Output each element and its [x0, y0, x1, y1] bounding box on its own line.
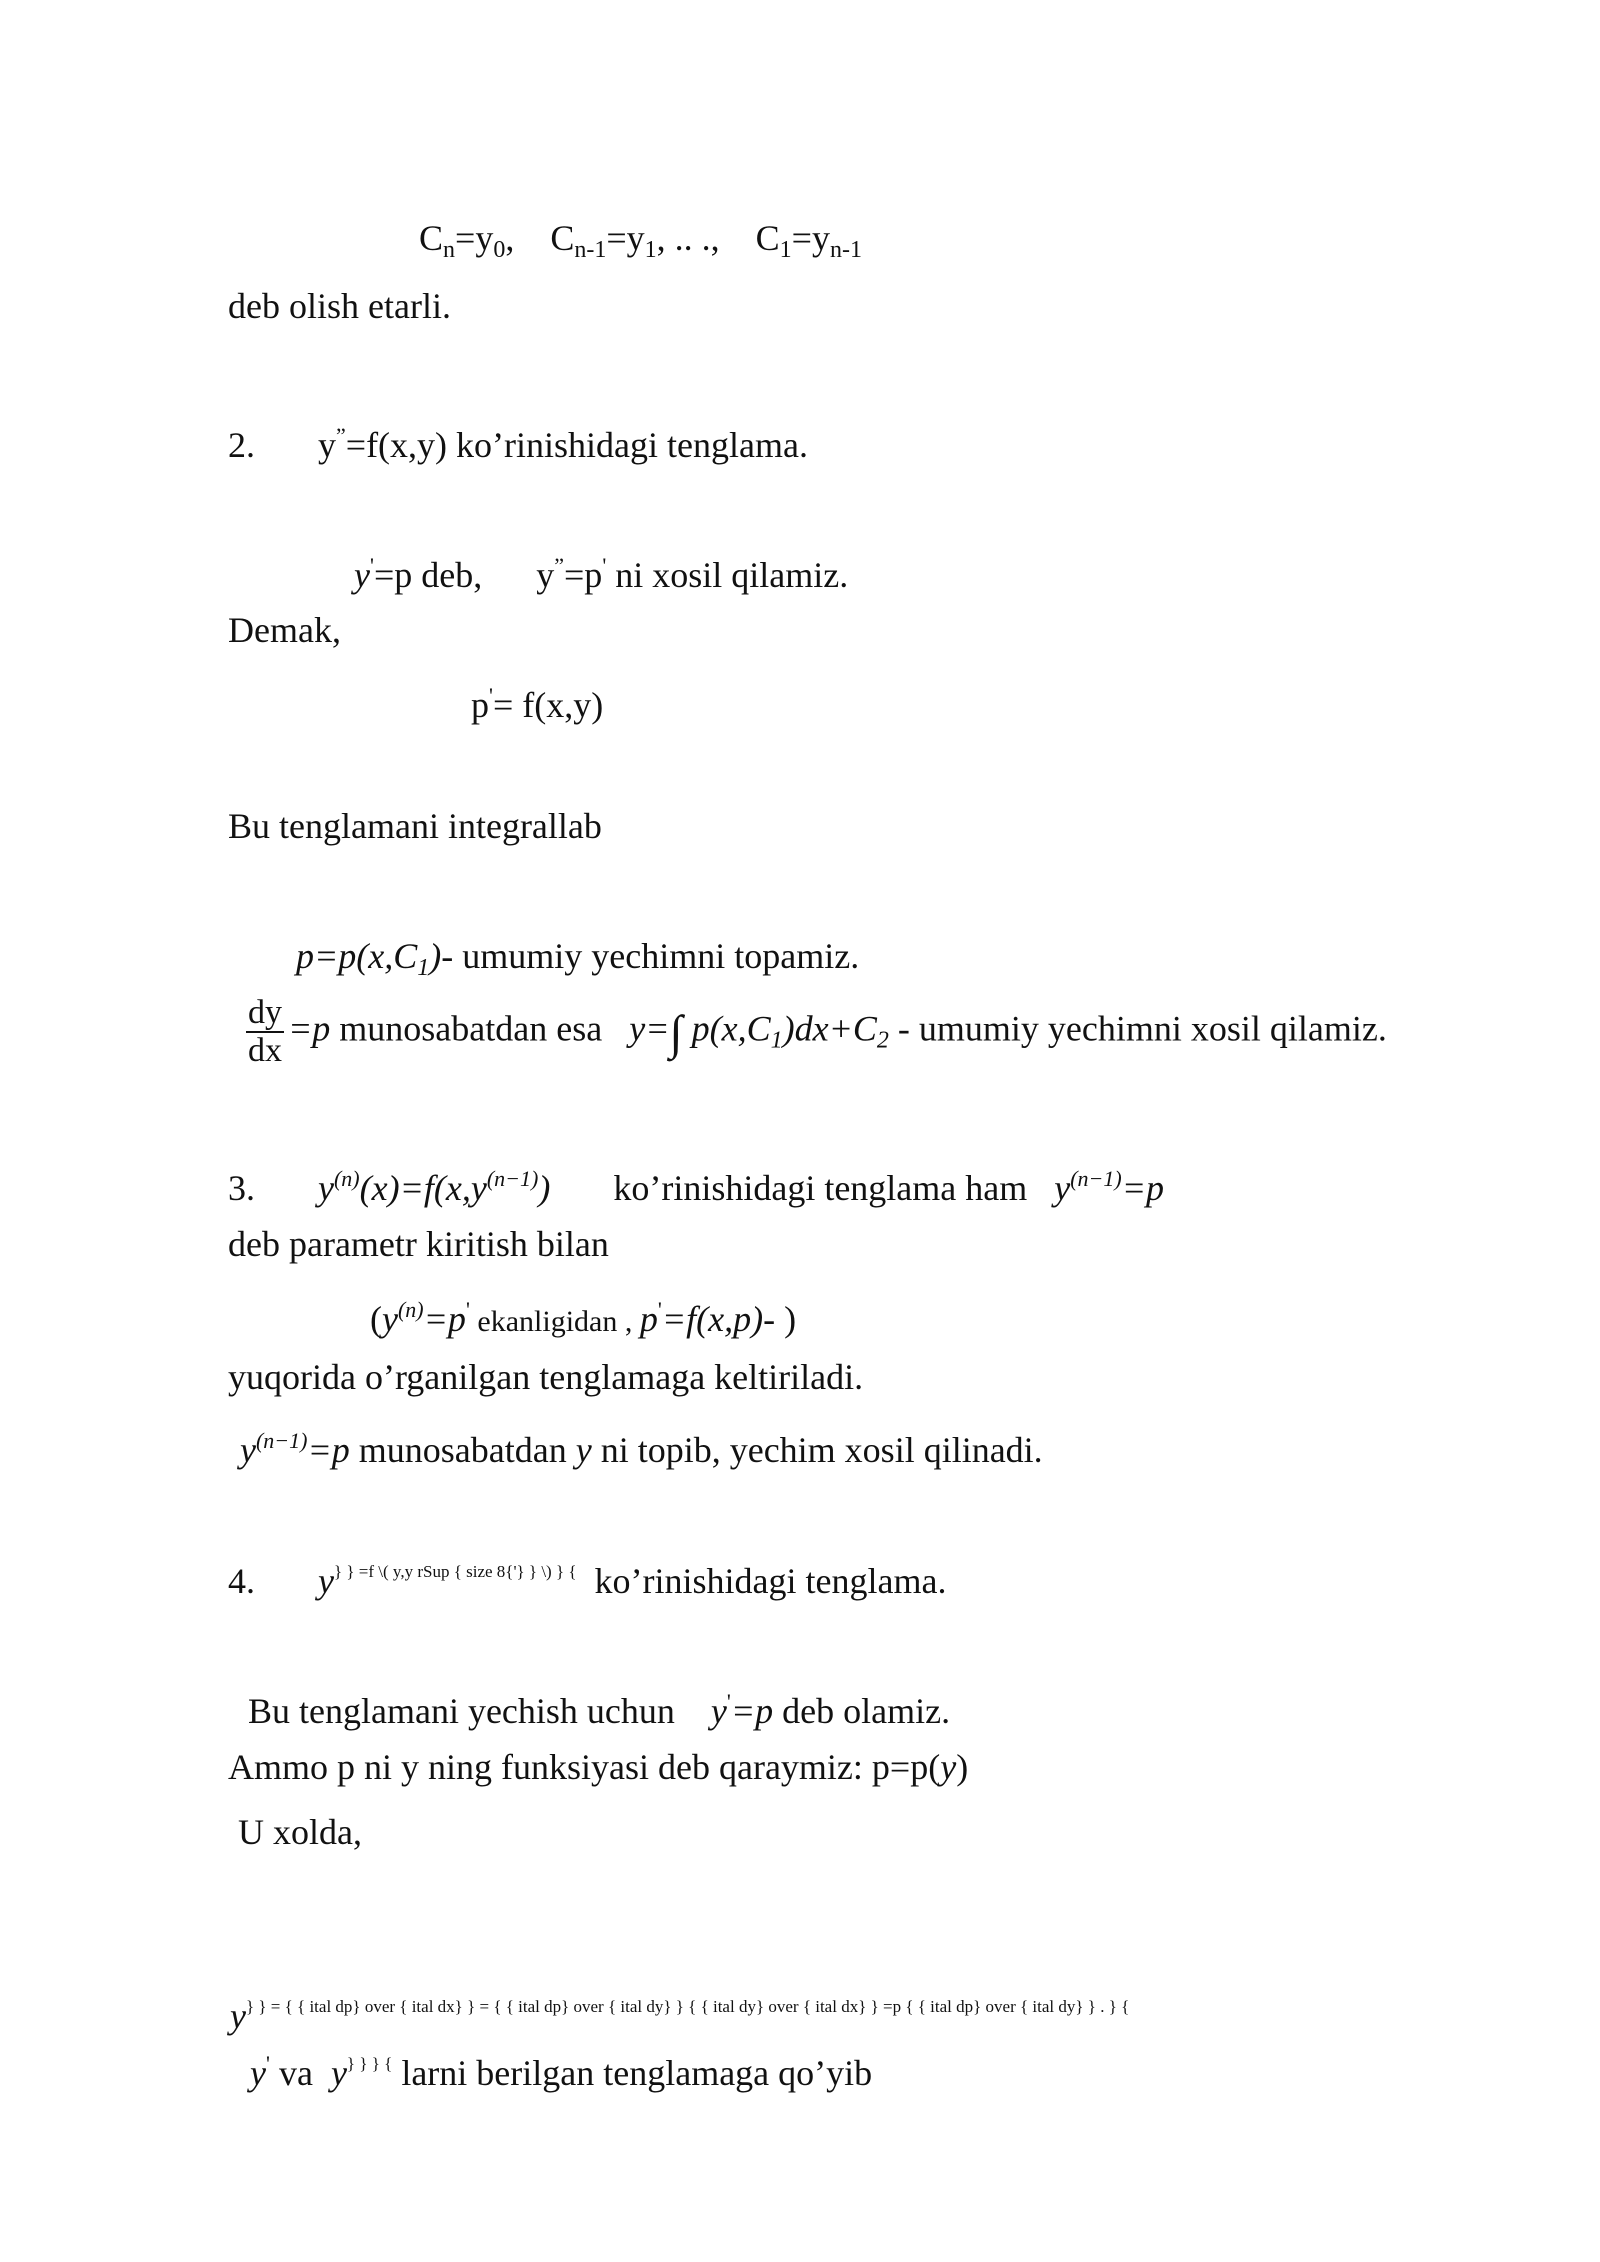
equation-first-order: p'= f(x,y) [471, 683, 604, 725]
paragraph-text: deb olish etarli. [228, 286, 451, 326]
paragraph-text: Demak, [228, 610, 341, 650]
equation-chain-rule: $y^{\} \} = \{ \{ ital dp\} over \{ ital dx\} \} = \{ \{ ital dp\} over \{ ital dy\} \} \{ \{ ital dy\} over \{ ital dx\} \} =p \{ \{ ital dp\} over \{ ital dy\} \} . \} \{}$ [230, 1996, 1130, 2036]
integral-symbol: ∫ [669, 1006, 683, 1060]
paragraph-text: U xolda, [238, 1812, 362, 1852]
fraction-dy-dx: $\frac{dy}{dx}$ [248, 994, 282, 1069]
paragraph-text: Bu tenglamani integrallab [228, 806, 602, 846]
equation-substitute-into: y' va y} } } { larni berilgan tenglamaga qo’yib [250, 2051, 873, 2093]
equation-parameter: ($y^{(n)}=p'$ ekanligidan , p'=f(x,p)- ) [370, 1297, 797, 1339]
equation-general-solution: $p=p(x,C_1)-$ umumiy yechimni topamiz. [296, 936, 860, 981]
raw-equation-markup: } } = { { ital dp} over { ital dx} } = { { ital dp} over { ital dy} } { { ital dy} over { ital dx} } =p { { ital dp} over { ital dy} } . } { [245, 1997, 1130, 2016]
raw-equation-markup: } } } { [346, 2054, 393, 2073]
equation-back-substitution: $y^{(n-1)}=p$ munosabatdan y ni topib, yechim xosil qilinadi. [240, 1428, 1043, 1470]
section-heading-2: 2. y”=f(x,y) ko’rinishidagi tenglama. [228, 423, 808, 465]
paragraph-text: Ammo p ni y ning funksiyasi deb qaraymiz: p=p(y) [228, 1747, 969, 1787]
section-heading-4: 4. $y^{\} \} =f \backslash( y,y rSup \{ size 8\{'\} \} \backslash) \} \{}$ ko’rinishidagi tenglama. [228, 1561, 947, 1601]
paragraph-text: yuqorida o’rganilgan tenglamaga keltiriladi. [228, 1357, 864, 1397]
section-heading-3: 3. $y^{(n)}(x)=f(x,y^{(n-1)})$ ko’rinishidagi tenglama ham $y^{(n-1)}=p$ [228, 1166, 1165, 1208]
equation-substitution: y'=p deb, y”=p' ni xosil qilamiz. [354, 553, 849, 595]
equation-integral-solution: $\frac{dy}{dx}$ =p munosabatdan esa y=∫ $p(x,C_1)dx+C_2$ - umumiy yechimni xosil qilamiz. [248, 994, 1387, 1069]
equation-initial-constants: $C_n=y_0$, $C_{n-1}=y_1$, .. ., $C_1=y_{n-1}$ [419, 218, 862, 263]
raw-equation-markup: } } =f \( y,y rSup { size 8{'} } \) } { [333, 1562, 577, 1581]
paragraph-text: deb parametr kiritish bilan [228, 1224, 609, 1264]
paragraph-text: Bu tenglamani yechish uchun y'=p deb olamiz. [248, 1689, 951, 1731]
